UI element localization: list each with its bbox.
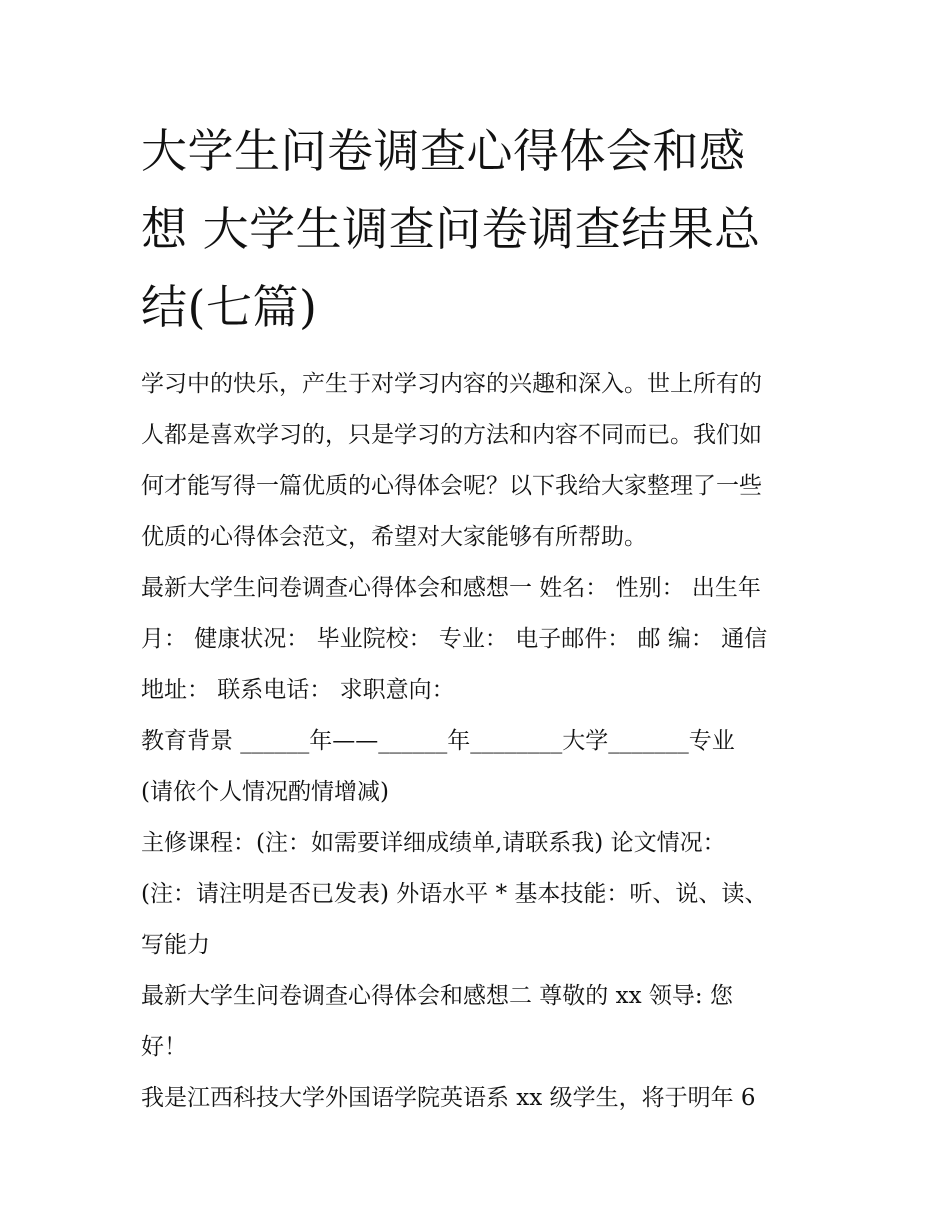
section-two-greeting: 最新大学生问卷调查心得体会和感想二 尊敬的 xx 领导: 您 好！ bbox=[141, 983, 733, 1060]
intro-paragraph: 学习中的快乐，产生于对学习内容的兴趣和深入。世上所有的 人都是喜欢学习的，只是学习的方法和内容不同而已。我们如 何才能写得一篇优质的心得体会呢？以下我给大家整理了一些 优质的心得体会范文，希望对大家能够有所帮助。 bbox=[141, 371, 762, 550]
section-two-intro: 我是江西科技大学外国语学院英语系 xx 级学生，将于明年 6 bbox=[141, 1085, 756, 1111]
document-body bbox=[141, 112, 813, 1124]
adjust-note: (请依个人情况酌情增减) bbox=[141, 779, 389, 805]
document-title: 大学生问卷调查心得体会和感 想 大学生调查问卷调查结果总 结(七篇) bbox=[141, 124, 761, 334]
courses-line: 主修课程：(注：如需要详细成绩单,请联系我) 论文情况： bbox=[141, 830, 726, 856]
skills-line: (注：请注明是否已发表) 外语水平 * 基本技能：听、说、读、 写能力 bbox=[141, 881, 768, 958]
education-background-line: 教育背景 ______年——______年________大学_______专业 bbox=[141, 728, 735, 754]
section-one-personal-info: 最新大学生问卷调查心得体会和感想一 姓名： 性别： 出生年 月： 健康状况： 毕业院校： 专业： 电子邮件： 邮 编： 通信 地址： 联系电话： 求职意向： bbox=[141, 575, 768, 703]
